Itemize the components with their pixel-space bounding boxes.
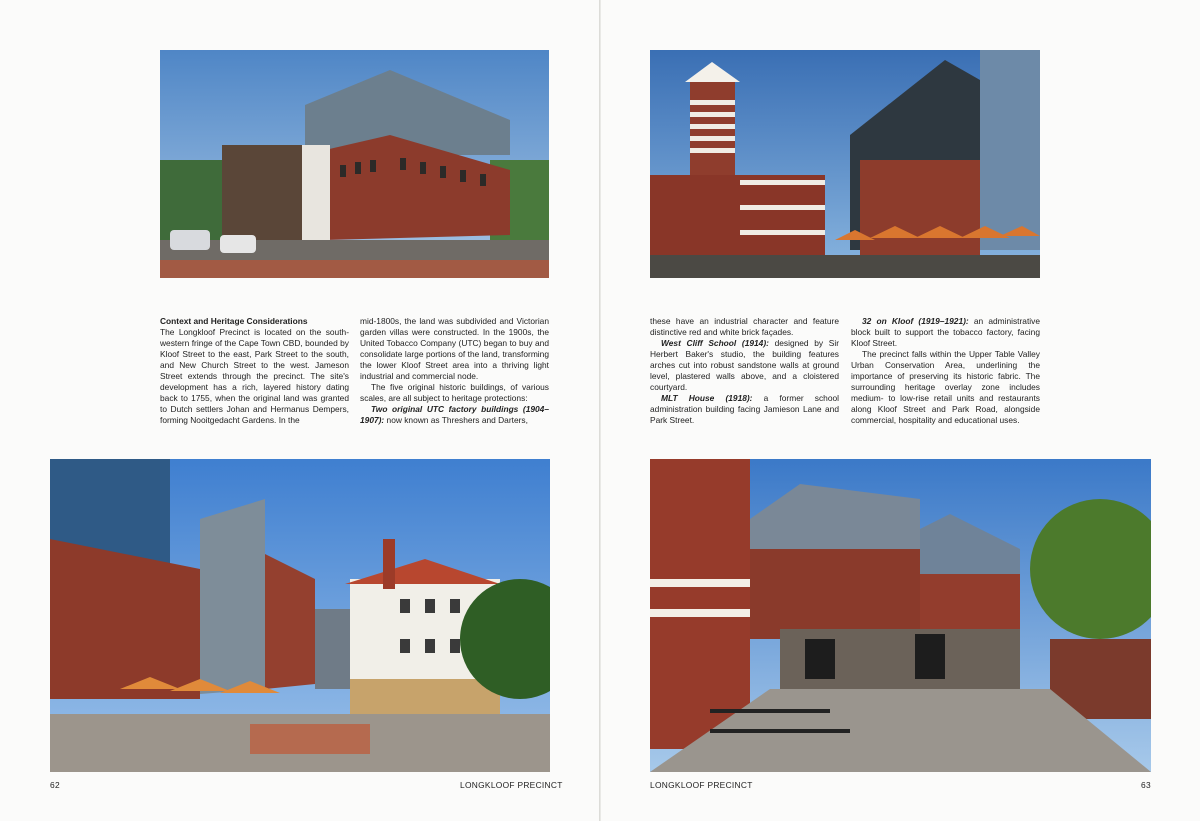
street-corner-building-photo xyxy=(160,50,549,278)
running-title: LONGKLOOF PRECINCT xyxy=(650,780,753,790)
paragraph: mid-1800s, the land was subdivided and Victorian garden villas were constructed. In the 1900s, the United Tobacco Company (UTC) began to buy and consolidate large portions of the land, transforming the lower Kloof Street area into a thriving light industrial and commercial node. xyxy=(360,316,549,382)
paragraph-label: MLT House (1918): xyxy=(661,393,753,404)
left-text-column-1 xyxy=(160,316,349,426)
paragraph-label: West Cliff School (1914): xyxy=(661,338,769,349)
paragraph xyxy=(360,404,549,426)
page-number: 63 xyxy=(1141,780,1151,790)
paragraph: The precinct falls within the Upper Table Valley Urban Conservation Area, underlining the importance of preserving its historic fabric. The surrounding heritage overlay zone includes medium- to low-rise retail units and restaurants along Kloof Street and Park Road, alongside commercial, hospitality and educational uses. xyxy=(851,349,1040,426)
paragraph-text: designed by Sir Herbert Baker's studio, the building features arches cut into robust sandstone walls at ground level, plastered walls above, and a cloistered courtyard. xyxy=(650,338,839,393)
right-text-column-2 xyxy=(851,316,1040,426)
left-page xyxy=(0,0,599,821)
paragraph-text: an administrative block built to support the tobacco factory, facing Kloof Street. xyxy=(851,316,1040,349)
lane-terrace-photo xyxy=(650,459,1151,772)
paragraph-text: a former school administration building facing Jamieson Lane and Park Street. xyxy=(650,393,839,426)
paragraph xyxy=(650,393,839,426)
paragraph-label: Two original UTC factory buildings (1904–1907): xyxy=(360,404,549,426)
right-text-column-1 xyxy=(650,316,839,426)
left-text-column-2 xyxy=(360,316,549,426)
section-heading: Context and Heritage Considerations xyxy=(160,316,308,326)
page-number: 62 xyxy=(50,780,60,790)
right-page xyxy=(601,0,1200,821)
paragraph xyxy=(851,316,1040,349)
clock-tower-courtyard-photo xyxy=(650,50,1040,278)
paragraph: The Longkloof Precinct is located on the south-western fringe of the Cape Town CBD, bounded by Kloof Street to the east, Park Street to the south, and New Church Street to the west. Jameson Street extends through the precinct. The site's development has a rich, layered history dating back to 1755, when the original land was granted to Dutch settlers Johan and Hermanus Dempers, forming Nooitgedacht Gardens. In the xyxy=(160,327,349,426)
paragraph xyxy=(650,338,839,393)
paragraph-text: now known as Threshers and Darters, xyxy=(384,415,528,426)
paragraph-label: 32 on Kloof (1919–1921): xyxy=(862,316,969,326)
paragraph: these have an industrial character and feature distinctive red and white brick façades. xyxy=(650,316,839,338)
courtyard-fountain-photo xyxy=(50,459,550,772)
running-title: LONGKLOOF PRECINCT xyxy=(460,780,563,790)
paragraph: The five original historic buildings, of various scales, are all subject to heritage protections: xyxy=(360,382,549,404)
